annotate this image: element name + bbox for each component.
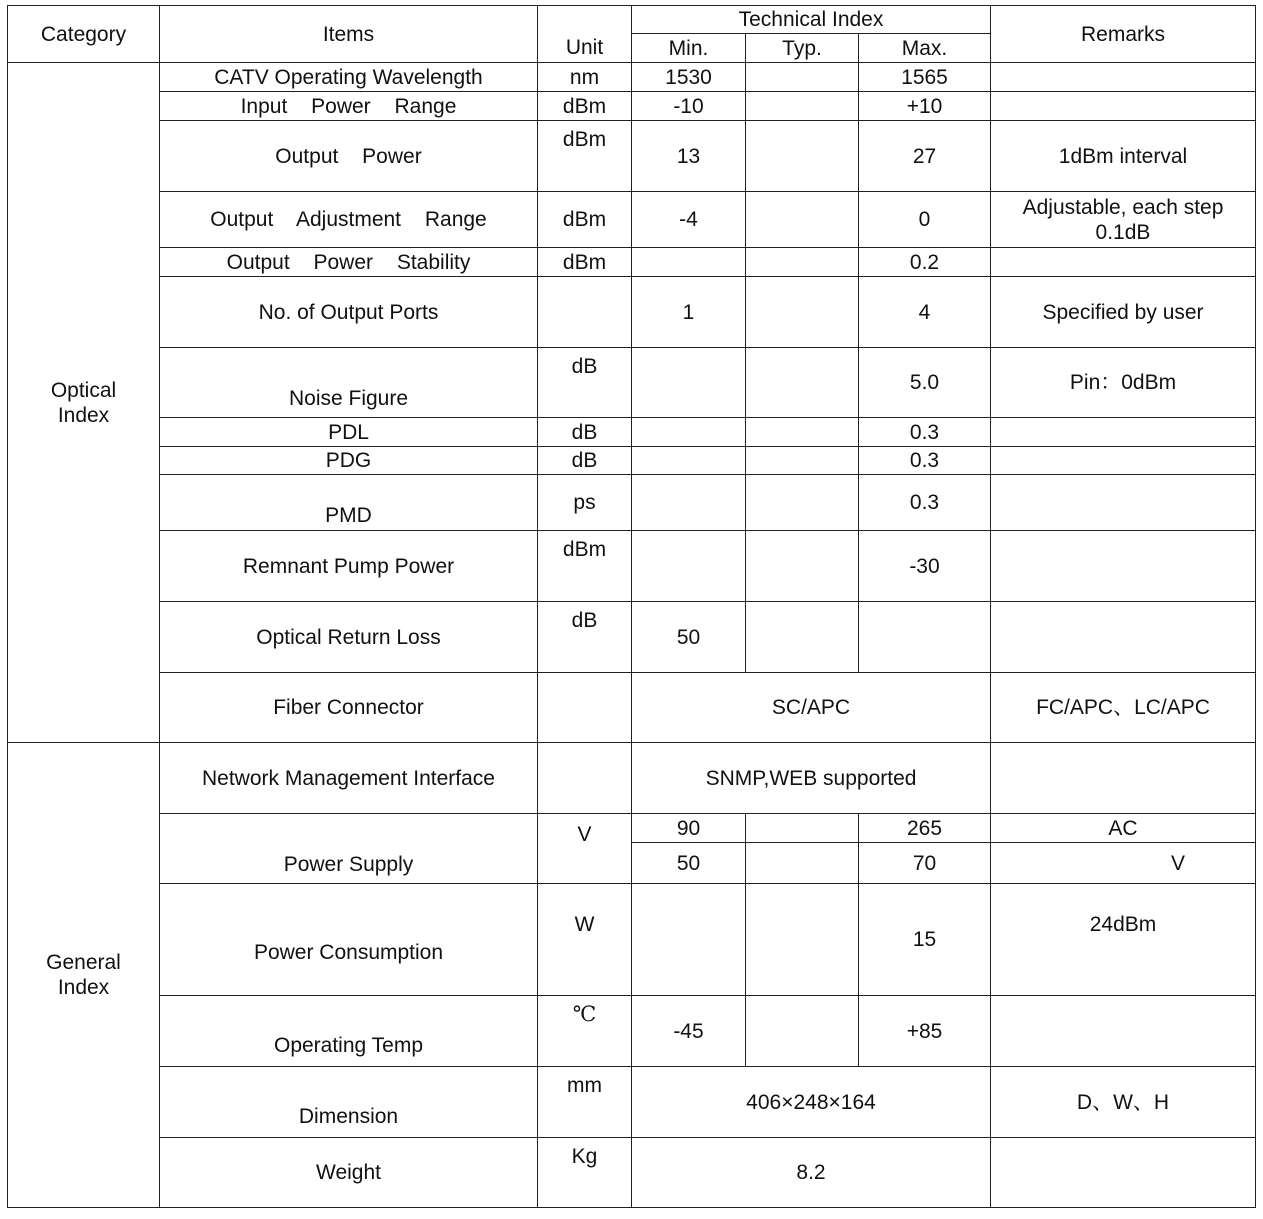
unit-cell: dBm	[538, 92, 632, 121]
max-cell: -30	[859, 531, 991, 602]
item-cell: Operating Temp	[160, 996, 538, 1067]
item-cell: Optical Return Loss	[160, 602, 538, 673]
category-general-label: General Index	[46, 951, 121, 999]
min-cell	[632, 348, 746, 418]
unit-cell: ℃	[538, 996, 632, 1067]
typ-cell	[746, 447, 859, 475]
table-row	[8, 92, 1256, 121]
min-cell: 1530	[632, 63, 746, 92]
header-row	[8, 6, 1256, 34]
max-cell: 265	[859, 814, 991, 843]
max-cell: 0	[859, 192, 991, 248]
max-cell: 27	[859, 121, 991, 192]
min-cell	[632, 447, 746, 475]
table-row	[8, 63, 1256, 92]
header-category: Category	[8, 6, 160, 63]
table-row	[8, 996, 1256, 1067]
max-cell: 0.3	[859, 418, 991, 447]
technical-specifications-table	[7, 5, 1256, 1208]
header-max: Max.	[859, 34, 991, 63]
remarks-cell	[991, 418, 1256, 447]
max-cell: 5.0	[859, 348, 991, 418]
value-cell: 8.2	[632, 1138, 991, 1208]
max-cell: 15	[859, 884, 991, 996]
remarks-cell: 24dBm	[991, 884, 1256, 996]
unit-cell: dBm	[538, 192, 632, 248]
min-cell	[632, 418, 746, 447]
unit-cell: Kg	[538, 1138, 632, 1208]
table-row	[8, 814, 1256, 843]
remarks-cell	[991, 92, 1256, 121]
max-cell: 70	[859, 843, 991, 884]
remarks-cell	[991, 531, 1256, 602]
remarks-cell	[991, 447, 1256, 475]
typ-cell	[746, 531, 859, 602]
table-row	[8, 121, 1256, 192]
item-cell: CATV Operating Wavelength	[160, 63, 538, 92]
unit-cell: dB	[538, 602, 632, 673]
typ-cell	[746, 121, 859, 192]
max-cell: 0.3	[859, 475, 991, 531]
typ-cell	[746, 418, 859, 447]
table-row	[8, 1138, 1256, 1208]
min-cell	[632, 884, 746, 996]
table-row	[8, 348, 1256, 418]
typ-cell	[746, 192, 859, 248]
category-optical	[8, 63, 160, 743]
category-optical-label: Optical Index	[50, 378, 117, 427]
item-cell: Weight	[160, 1138, 538, 1208]
table-row	[8, 602, 1256, 673]
unit-cell: dB	[538, 418, 632, 447]
value-cell: SC/APC	[632, 673, 991, 743]
item-cell: Network Management Interface	[160, 743, 538, 814]
remarks-cell: AC	[991, 814, 1256, 843]
min-cell: -4	[632, 192, 746, 248]
max-cell: 1565	[859, 63, 991, 92]
unit-cell: dB	[538, 447, 632, 475]
unit-cell: mm	[538, 1067, 632, 1138]
max-cell: 0.3	[859, 447, 991, 475]
remarks-cell	[991, 192, 1256, 248]
remarks-cell	[991, 743, 1256, 814]
remarks-cell: V	[991, 843, 1256, 884]
min-cell	[632, 475, 746, 531]
unit-cell: dBm	[538, 531, 632, 602]
table-row	[8, 673, 1256, 743]
typ-cell	[746, 63, 859, 92]
item-cell: Power Supply	[160, 814, 538, 884]
remarks-cell: FC/APC、LC/APC	[991, 673, 1256, 743]
item-cell: PDL	[160, 418, 538, 447]
item-cell: Dimension	[160, 1067, 538, 1138]
table-row	[8, 447, 1256, 475]
item-cell: PMD	[160, 475, 538, 531]
typ-cell	[746, 92, 859, 121]
unit-cell	[538, 743, 632, 814]
unit-cell	[538, 277, 632, 348]
typ-cell	[746, 602, 859, 673]
min-cell: -10	[632, 92, 746, 121]
header-min: Min.	[632, 34, 746, 63]
unit-cell: V	[538, 814, 632, 884]
min-cell	[632, 248, 746, 277]
max-cell: +85	[859, 996, 991, 1067]
header-unit: Unit	[538, 6, 632, 63]
item-cell: PDG	[160, 447, 538, 475]
min-cell: 13	[632, 121, 746, 192]
header-technical-index: Technical Index	[632, 6, 991, 34]
unit-cell	[538, 673, 632, 743]
remarks-cell	[991, 602, 1256, 673]
item-cell: Remnant Pump Power	[160, 531, 538, 602]
min-cell: 50	[632, 602, 746, 673]
item-cell: Output Power Stability	[160, 248, 538, 277]
table-row	[8, 884, 1256, 996]
table-row	[8, 743, 1256, 814]
header-typ: Typ.	[746, 34, 859, 63]
remarks-cell	[991, 996, 1256, 1067]
item-cell: Noise Figure	[160, 348, 538, 418]
table-row	[8, 192, 1256, 248]
typ-cell	[746, 843, 859, 884]
table-row	[8, 531, 1256, 602]
item-cell: Output Power	[160, 121, 538, 192]
remarks-cell	[991, 1138, 1256, 1208]
max-cell: +10	[859, 92, 991, 121]
remarks-cell	[991, 248, 1256, 277]
min-cell: 1	[632, 277, 746, 348]
typ-cell	[746, 814, 859, 843]
item-cell: Input Power Range	[160, 92, 538, 121]
table-row	[8, 277, 1256, 348]
table-row	[8, 475, 1256, 531]
item-cell: Fiber Connector	[160, 673, 538, 743]
item-cell: Power Consumption	[160, 884, 538, 996]
min-cell: 50	[632, 843, 746, 884]
item-cell: No. of Output Ports	[160, 277, 538, 348]
value-cell: SNMP,WEB supported	[632, 743, 991, 814]
unit-cell: dBm	[538, 248, 632, 277]
unit-cell: dBm	[538, 121, 632, 192]
remarks-text: Adjustable, each step 0.1dB	[1022, 195, 1224, 244]
remarks-cell	[991, 63, 1256, 92]
unit-cell: W	[538, 884, 632, 996]
min-cell: 90	[632, 814, 746, 843]
typ-cell	[746, 348, 859, 418]
item-cell: Output Adjustment Range	[160, 192, 538, 248]
typ-cell	[746, 248, 859, 277]
min-cell: -45	[632, 996, 746, 1067]
typ-cell	[746, 277, 859, 348]
remarks-cell: 1dBm interval	[991, 121, 1256, 192]
table-row	[8, 1067, 1256, 1138]
max-cell: 0.2	[859, 248, 991, 277]
min-cell	[632, 531, 746, 602]
typ-cell	[746, 884, 859, 996]
remarks-cell: D、W、H	[991, 1067, 1256, 1138]
table-row	[8, 248, 1256, 277]
header-items: Items	[160, 6, 538, 63]
unit-cell: dB	[538, 348, 632, 418]
max-cell: 4	[859, 277, 991, 348]
unit-cell: ps	[538, 475, 632, 531]
typ-cell	[746, 996, 859, 1067]
table-row	[8, 418, 1256, 447]
value-cell: 406×248×164	[632, 1067, 991, 1138]
remarks-cell: Specified by user	[991, 277, 1256, 348]
unit-cell: nm	[538, 63, 632, 92]
typ-cell	[746, 475, 859, 531]
header-remarks: Remarks	[991, 6, 1256, 63]
remarks-cell: Pin：0dBm	[991, 348, 1256, 418]
category-general	[8, 743, 160, 1208]
remarks-cell	[991, 475, 1256, 531]
max-cell	[859, 602, 991, 673]
